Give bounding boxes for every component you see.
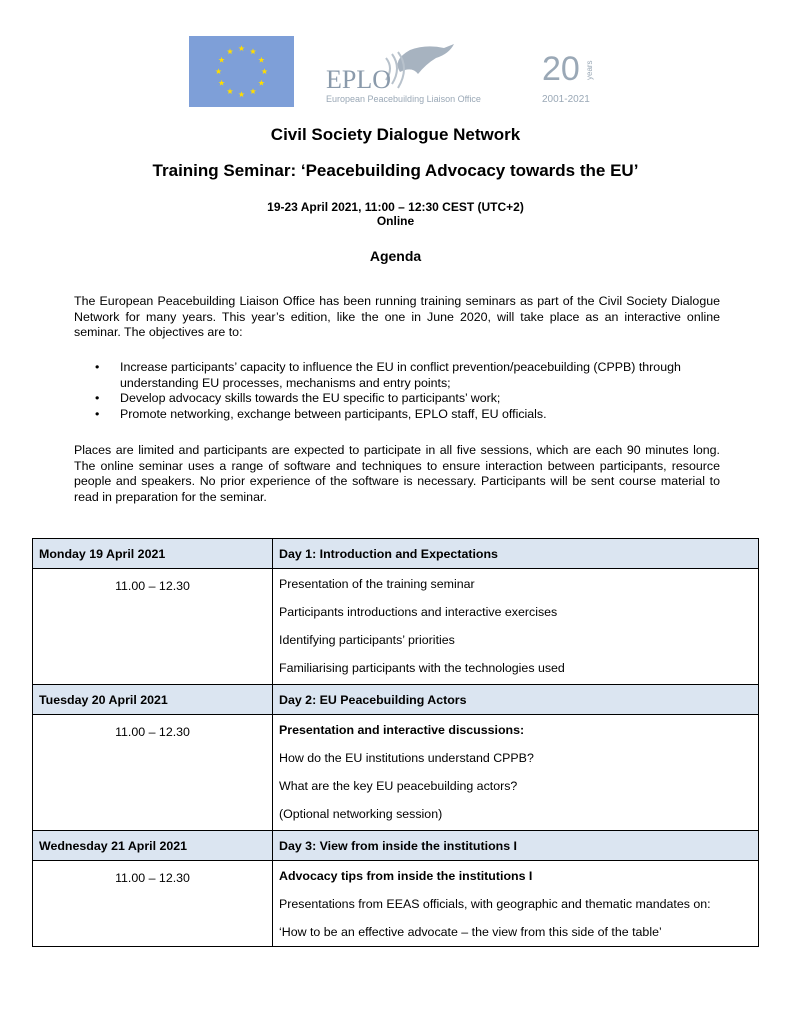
session-time: 11.00 – 12.30 — [33, 715, 273, 831]
session-item: Familiarising participants with the technologies used — [279, 661, 565, 675]
objective-text: Increase participants’ capacity to influence the EU in conflict prevention/peacebuilding (CPPB) through understanding EU processes, mechanisms and entry points; — [120, 360, 681, 390]
places-paragraph: Places are limited and participants are expected to participate in all five sessions, which are each 90 minutes long. The online seminar uses a range of software and techniques to ensure interaction between participants, resource people and speakers. No prior experience of the software is necessary. Participants will be sent course material to read in preparation for the seminar. — [74, 443, 720, 504]
session-items — [273, 569, 759, 685]
session-item: ‘How to be an effective advocate – the view from this side of the table’ — [279, 925, 662, 939]
intro-paragraph: The European Peacebuilding Liaison Office has been running training seminars as part of the Civil Society Dialogue Network for many years. This year’s edition, like the one in June 2020, will take place as an interactive online seminar. The objectives are to: — [74, 294, 720, 340]
document-title: Civil Society Dialogue Network — [270, 125, 521, 144]
session-items — [273, 861, 759, 947]
objective-text: Develop advocacy skills towards the EU specific to participants’ work; — [120, 391, 501, 406]
anniversary-number: 20 — [542, 50, 580, 88]
day-title: Day 3: View from inside the institutions I — [273, 831, 759, 861]
objective-item — [95, 407, 725, 423]
session-time: 11.00 – 12.30 — [33, 861, 273, 947]
anniversary-logo — [540, 44, 610, 106]
session-item: How do the EU institutions understand CPPB? — [279, 751, 534, 765]
day-date: Monday 19 April 2021 — [33, 539, 273, 569]
session-item: Presentation of the training seminar — [279, 577, 475, 591]
session-item: (Optional networking session) — [279, 807, 443, 821]
day-date: Tuesday 20 April 2021 — [33, 685, 273, 715]
eplo-logo — [322, 42, 532, 107]
agenda-heading: Agenda — [369, 248, 422, 264]
day-title: Day 1: Introduction and Expectations — [273, 539, 759, 569]
day-header-row — [33, 831, 759, 861]
day-header-row — [33, 685, 759, 715]
agenda-table — [32, 538, 759, 947]
anniversary-word: years — [585, 60, 594, 80]
bullet-icon: • — [95, 391, 100, 406]
eu-flag-logo — [189, 36, 294, 107]
bullet-icon: • — [95, 360, 100, 374]
session-item: What are the key EU peacebuilding actors? — [279, 779, 518, 793]
session-row — [33, 569, 759, 685]
eplo-logo-text: EPLO — [326, 65, 391, 94]
session-items — [273, 715, 759, 831]
document-subtitle: Training Seminar: ‘Peacebuilding Advocacy towards the EU’ — [152, 161, 639, 180]
day-title: Day 2: EU Peacebuilding Actors — [273, 685, 759, 715]
event-format-line: Online — [376, 214, 415, 228]
day-header-row — [33, 539, 759, 569]
session-item-heading: Presentation and interactive discussions: — [279, 723, 525, 737]
objectives-list — [95, 360, 725, 422]
bullet-icon: • — [95, 406, 100, 421]
objective-item — [95, 391, 725, 407]
anniversary-years: 2001-2021 — [542, 94, 590, 105]
objective-item — [95, 360, 725, 391]
session-item: Identifying participants’ priorities — [279, 633, 455, 647]
day-date: Wednesday 21 April 2021 — [33, 831, 273, 861]
objective-text: Promote networking, exchange between participants, EPLO staff, EU officials. — [120, 406, 547, 421]
session-item-heading: Advocacy tips from inside the institutions I — [279, 869, 533, 883]
session-row — [33, 861, 759, 947]
session-item: Presentations from EEAS officials, with geographic and thematic mandates on: — [279, 897, 711, 911]
session-row — [33, 715, 759, 831]
session-time: 11.00 – 12.30 — [33, 569, 273, 685]
session-item: Participants introductions and interactive exercises — [279, 605, 558, 619]
event-date-line: 19-23 April 2021, 11:00 – 12:30 CEST (UTC+2) — [267, 200, 524, 214]
eplo-logo-subtitle: European Peacebuilding Liaison Office — [326, 94, 481, 104]
